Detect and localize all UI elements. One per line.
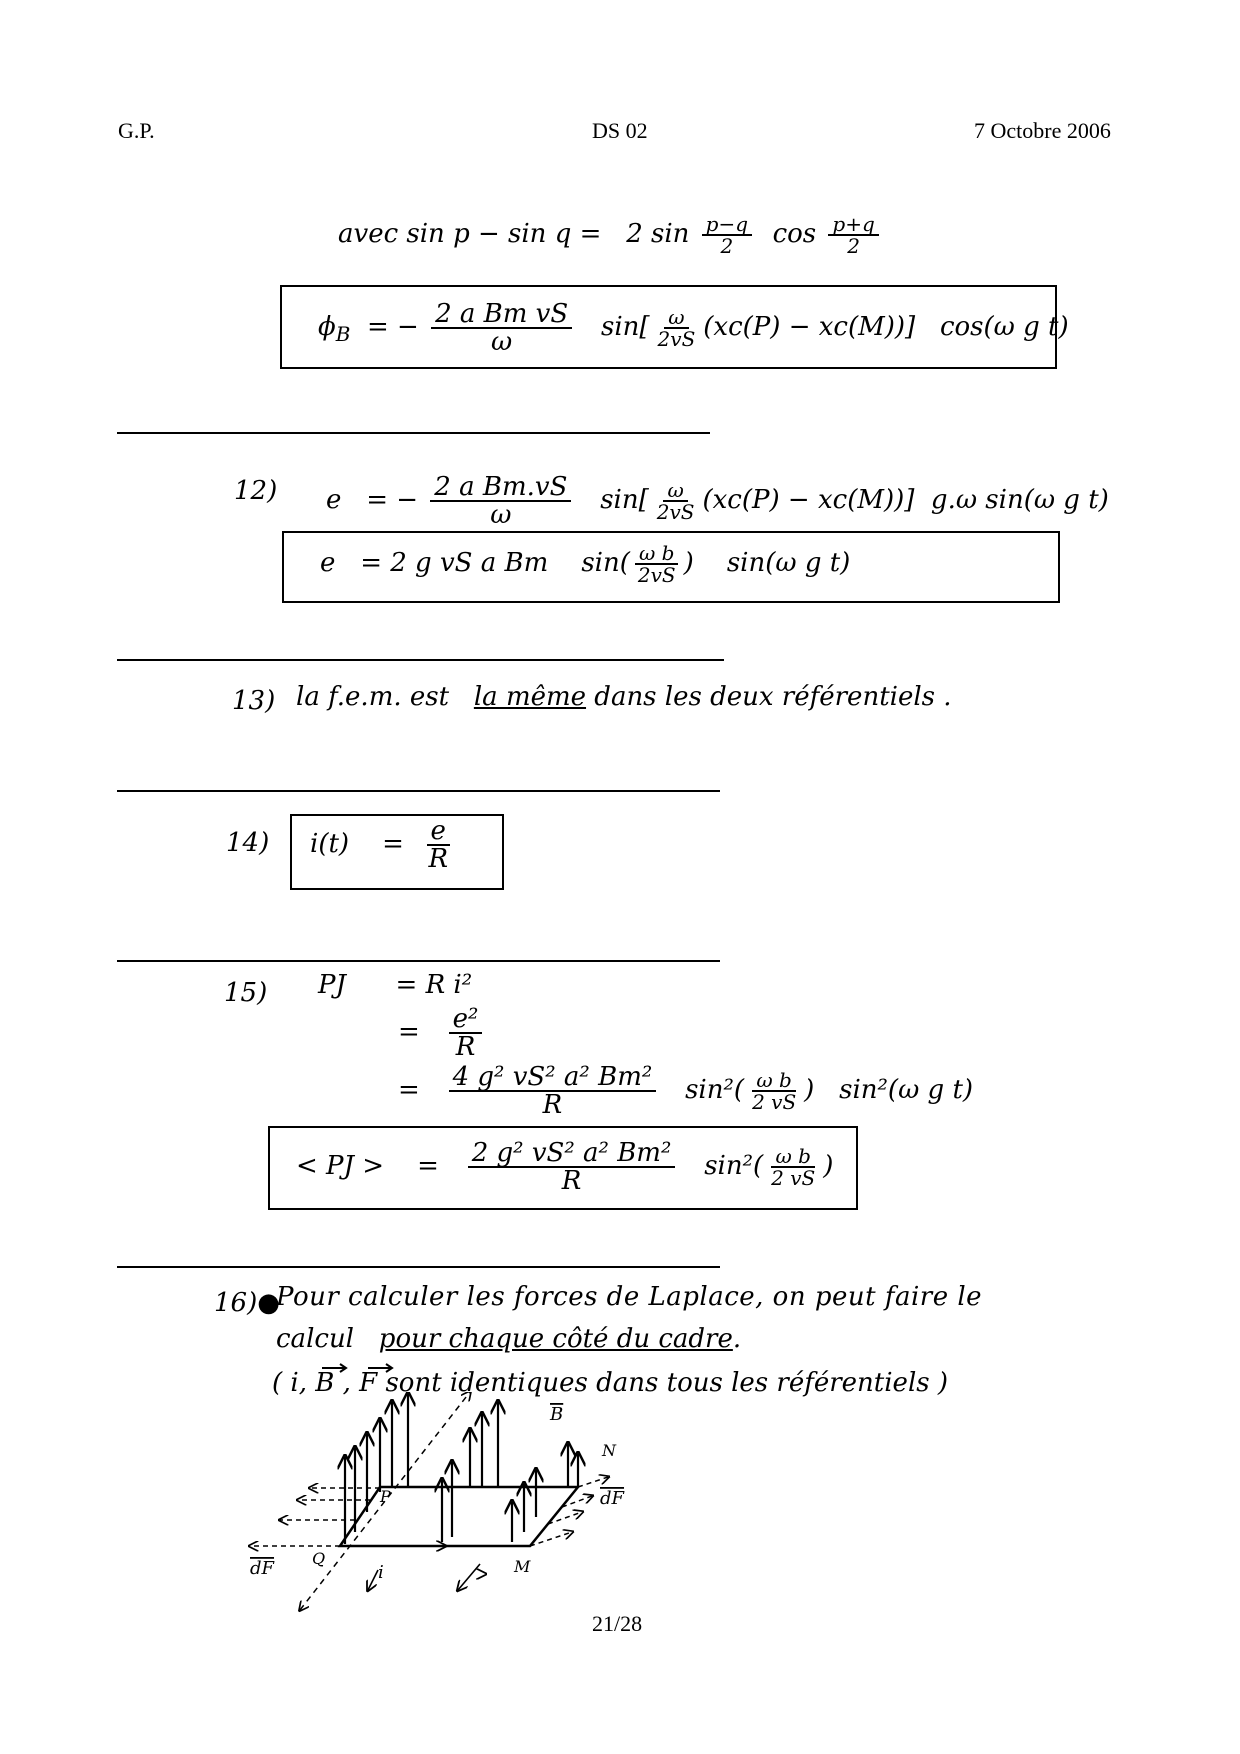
- frac-den: 2: [720, 234, 734, 258]
- frac-num: 2 g² vS² a² Bm²: [468, 1140, 676, 1168]
- emf-symbol: e: [320, 548, 336, 578]
- formula-current: [310, 818, 456, 872]
- answer-16-line2: [276, 1326, 741, 1352]
- answer-13-text: [296, 684, 952, 710]
- fraction-arg: [748, 1070, 800, 1112]
- current-symbol: i(t): [310, 829, 350, 859]
- fraction-arg: [654, 307, 700, 349]
- frac-den: R: [561, 1166, 582, 1196]
- separator-line: [117, 659, 724, 661]
- frac-num: ω b: [771, 1146, 814, 1168]
- sin-label: sin: [581, 548, 620, 578]
- frac-num: 2 a Bm vS: [431, 301, 572, 329]
- header-title: DS 02: [592, 118, 648, 143]
- formula-rhs-pre: 2 sin: [626, 219, 690, 249]
- line2-underlined: pour chaque côté du cadre: [378, 1324, 733, 1354]
- fraction-power: [449, 1064, 657, 1118]
- cos-term: cos(ω g t): [939, 312, 1069, 342]
- frac-num: ω: [664, 307, 688, 329]
- frac-den: 2vS: [637, 563, 676, 587]
- frac-den: R: [542, 1090, 563, 1120]
- bullet-icon: ●: [257, 1288, 280, 1318]
- fraction-amplitude: [430, 474, 571, 528]
- frac-num: ω b: [752, 1070, 795, 1092]
- equals: =: [398, 1075, 420, 1105]
- frame-outline: [340, 1487, 578, 1546]
- frac-den: R: [455, 1032, 476, 1062]
- formula-joule-line1: [318, 972, 472, 998]
- frac-den: ω: [490, 500, 512, 530]
- question-number-15: 15): [224, 978, 268, 1008]
- formula-emf-expanded: e = − $\frac{\text{2 a Bm.vS}}{\omega}$ sin[ $\frac{\omega}{2vS}$ (xc(P) − xc(M))] g.ω sin(ω g t): [326, 472, 1109, 530]
- pj-symbol: PJ: [318, 970, 346, 1000]
- formula-joule-line2: [398, 1006, 486, 1060]
- fraction-half-sum: [828, 214, 878, 256]
- question-number-14: 14): [226, 828, 270, 858]
- q16-label: 16): [214, 1288, 258, 1318]
- line2-pre: calcul: [276, 1324, 354, 1354]
- formula-joule-line3: = $\frac{\text{4 g² vS² a² Bm²}}{R}$ sin²( $\frac{\text{ω b}}{2 vS}$ ) sin²(ω g t): [398, 1062, 974, 1120]
- sin2-label: sin²: [704, 1151, 754, 1181]
- label-dF-left: dF: [250, 1558, 275, 1579]
- fraction-e2-over-r: [449, 1006, 483, 1060]
- arg-rest: (xc(P) − xc(M))]: [702, 485, 915, 515]
- line2-post: .: [732, 1324, 742, 1354]
- fraction-amplitude: [431, 301, 572, 355]
- header-author: G.P.: [118, 118, 155, 143]
- fraction-arg: [767, 1146, 819, 1188]
- label-i: i: [378, 1562, 384, 1583]
- frac-num: e²: [449, 1006, 483, 1034]
- sin-label: sin: [600, 312, 640, 342]
- formula-lhs: avec sin p − sin q =: [338, 219, 602, 249]
- label-P: P: [380, 1487, 391, 1506]
- answer-post: dans les deux référentiels .: [594, 682, 952, 712]
- frac-den: 2vS: [657, 327, 696, 351]
- sin-label: sin: [600, 485, 639, 515]
- separator-line: [117, 790, 720, 792]
- pj-rhs: = R i²: [395, 970, 473, 1000]
- fraction-arg: [653, 480, 699, 522]
- fraction-half-difference: [702, 214, 752, 256]
- arg-rest: (xc(P) − xc(M))]: [703, 312, 916, 342]
- current-arrows: [368, 1546, 485, 1590]
- label-M: M: [514, 1557, 531, 1576]
- mean-pj-symbol: < PJ >: [296, 1151, 385, 1181]
- frac-den: 2 vS: [771, 1166, 816, 1190]
- fraction-e-over-r: [424, 818, 452, 872]
- label-Q: Q: [312, 1549, 326, 1568]
- separator-line: [117, 432, 710, 434]
- label-B: B: [550, 1404, 564, 1425]
- frac-den: R: [428, 844, 449, 874]
- equals-minus: = −: [366, 485, 419, 515]
- question-number-12: 12): [234, 476, 278, 506]
- fraction-mean-power: [468, 1140, 676, 1194]
- formula-phi-b: $\phi_B$ = − $\frac{\text{2 a Bm vS}}{\omega}$ sin[ $\frac{\omega}{2vS}$ (xc(P) − xc(M))] cos(ω g t): [318, 299, 1069, 357]
- equals: =: [398, 1017, 420, 1047]
- frac-num: 2 a Bm.vS: [430, 474, 571, 502]
- frac-num: ω: [663, 480, 687, 502]
- frac-num: p+q: [828, 214, 878, 236]
- formula-sin-difference: [338, 214, 883, 256]
- question-number-13: 13): [232, 686, 276, 716]
- frac-den: ω: [491, 327, 513, 357]
- page-number: 21/28: [592, 1611, 643, 1636]
- tail-term: g.ω sin(ω g t): [930, 485, 1109, 515]
- separator-line: [117, 1266, 720, 1268]
- frac-num: e: [427, 818, 450, 846]
- emf-symbol: e: [326, 485, 342, 515]
- frac-den: 2: [847, 234, 860, 258]
- phi-symbol: ϕ: [318, 312, 336, 342]
- separator-line: [117, 960, 720, 962]
- frac-num: 4 g² vS² a² Bm²: [449, 1064, 657, 1092]
- fraction-arg: [634, 543, 680, 585]
- formula-cos: cos: [772, 219, 817, 249]
- header-date: 7 Octobre 2006: [974, 118, 1111, 143]
- tail-term: sin(ω g t): [726, 548, 851, 578]
- equals: =: [382, 829, 404, 859]
- answer-pre: la f.e.m. est: [296, 682, 450, 712]
- frac-num: p−q: [702, 214, 752, 236]
- formula-emf-result: e = 2 g vS a Bm sin( $\frac{\text{ω b}}{2vS}$ ) sin(ω g t): [320, 541, 851, 587]
- formula-mean-power: < PJ > = $\frac{\text{2 g² vS² a² Bm²}}{R}$ sin²( $\frac{\text{ω b}}{2 vS}$ ): [296, 1138, 834, 1196]
- field-arrows: [345, 1394, 578, 1544]
- sin2-label: sin²: [685, 1075, 734, 1105]
- frac-den: 2vS: [656, 500, 695, 524]
- label-N: N: [602, 1441, 616, 1460]
- frac-den: 2 vS: [752, 1090, 797, 1114]
- answer-underlined: la même: [473, 682, 587, 712]
- answer-16-line1: Pour calculer les forces de Laplace, on peut faire le: [276, 1282, 983, 1312]
- phi-subscript: B: [335, 322, 351, 347]
- question-number-16: [214, 1290, 280, 1316]
- answer-16-line3: ( i, B , F sont identiques dans tous les référentiels ): [272, 1368, 949, 1398]
- emf-amplitude: = 2 g vS a Bm: [360, 548, 549, 578]
- tail-term: sin²(ω g t): [839, 1075, 974, 1105]
- equals: =: [417, 1151, 439, 1181]
- frac-num: ω b: [635, 543, 678, 565]
- equals-minus: = −: [366, 312, 419, 342]
- label-dF-right: dF: [600, 1488, 625, 1509]
- laplace-force-diagram: [230, 1392, 670, 1622]
